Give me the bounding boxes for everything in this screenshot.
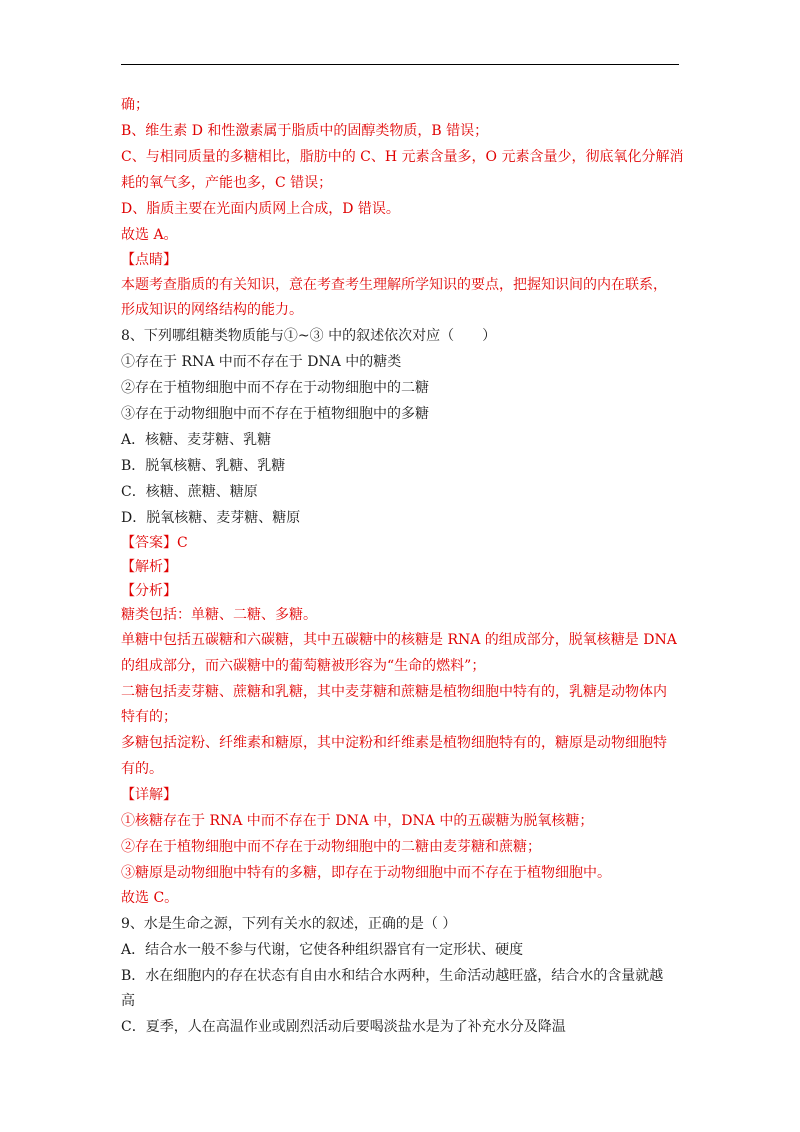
answer-option: 高 bbox=[121, 993, 135, 1009]
text-line: 形成知识的网络结构的能力。 bbox=[121, 302, 303, 318]
text-line: 有的。 bbox=[121, 761, 163, 777]
text-line: B、维生素 D 和性激素属于脂质中的固醇类物质，B 错误； bbox=[121, 123, 489, 139]
answer-option: A．核糖、麦芽糖、乳糖 bbox=[121, 432, 272, 448]
question-item: ①存在于 RNA 中而不存在于 DNA 中的糖类 bbox=[121, 354, 402, 370]
text-line: 故选 C。 bbox=[121, 890, 179, 906]
text-line: 多糖包括淀粉、纤维素和糖原，其中淀粉和纤维素是植物细胞特有的，糖原是动物细胞特 bbox=[121, 735, 667, 751]
text-line: C、与相同质量的多糖相比，脂肪中的 C、H 元素含量多，O 元素含量少，彻底氧化分解消 bbox=[121, 149, 684, 165]
text-line: ①核糖存在于 RNA 中而不存在于 DNA 中，DNA 中的五碳糖为脱氧核糖； bbox=[121, 813, 594, 829]
answer-option: D．脱氧核糖、麦芽糖、糖原 bbox=[121, 510, 301, 526]
answer-option: C．核糖、蔗糖、糖原 bbox=[121, 484, 258, 500]
question-stem: 9、水是生命之源，下列有关水的叙述，正确的是（ ） bbox=[121, 916, 457, 932]
question-stem: 8、下列哪组糖类物质能与①~③ 中的叙述依次对应（ ） bbox=[121, 328, 497, 344]
text-line: 二糖包括麦芽糖、蔗糖和乳糖，其中麦芽糖和蔗糖是植物细胞中特有的，乳糖是动物体内 bbox=[121, 684, 667, 700]
text-line: 糖类包括：单糖、二糖、多糖。 bbox=[121, 607, 317, 623]
answer-option: B．水在细胞内的存在状态有自由水和结合水两种，生命活动越旺盛，结合水的含量就越 bbox=[121, 968, 664, 984]
text-line: ③糖原是动物细胞中特有的多糖，即存在于动物细胞中而不存在于植物细胞中。 bbox=[121, 865, 611, 881]
section-heading: 【详解】 bbox=[121, 787, 177, 803]
answer-label: 【答案】C bbox=[121, 535, 188, 551]
text-line: 特有的； bbox=[121, 709, 177, 725]
text-line: 本题考查脂质的有关知识，意在考查考生理解所学知识的要点，把握知识间的内在联系， bbox=[121, 277, 667, 293]
text-line: 故选 A。 bbox=[121, 227, 178, 243]
text-line: D、脂质主要在光面内质网上合成，D 错误。 bbox=[121, 201, 400, 217]
question-item: ③存在于动物细胞中而不存在于植物细胞中的多糖 bbox=[121, 406, 429, 422]
answer-option: C．夏季，人在高温作业或剧烈活动后要喝淡盐水是为了补充水分及降温 bbox=[121, 1019, 566, 1035]
answer-option: A．结合水一般不参与代谢，它使各种组织器官有一定形状、硬度 bbox=[121, 942, 524, 958]
header-rule bbox=[121, 64, 679, 65]
text-line: 确； bbox=[121, 97, 149, 113]
section-heading: 【点睛】 bbox=[121, 252, 177, 268]
section-heading: 【分析】 bbox=[121, 583, 177, 599]
question-item: ②存在于植物细胞中而不存在于动物细胞中的二糖 bbox=[121, 380, 429, 396]
text-line: ②存在于植物细胞中而不存在于动物细胞中的二糖由麦芽糖和蔗糖； bbox=[121, 839, 541, 855]
answer-option: B．脱氧核糖、乳糖、乳糖 bbox=[121, 458, 286, 474]
section-heading: 【解析】 bbox=[121, 559, 177, 575]
text-line: 耗的氧气多，产能也多，C 错误； bbox=[121, 175, 333, 191]
text-line: 的组成部分，而六碳糖中的葡萄糖被形容为“生命的燃料”； bbox=[121, 658, 486, 674]
text-line: 单糖中包括五碳糖和六碳糖，其中五碳糖中的核糖是 RNA 的组成部分，脱氧核糖是 DNA bbox=[121, 632, 677, 648]
